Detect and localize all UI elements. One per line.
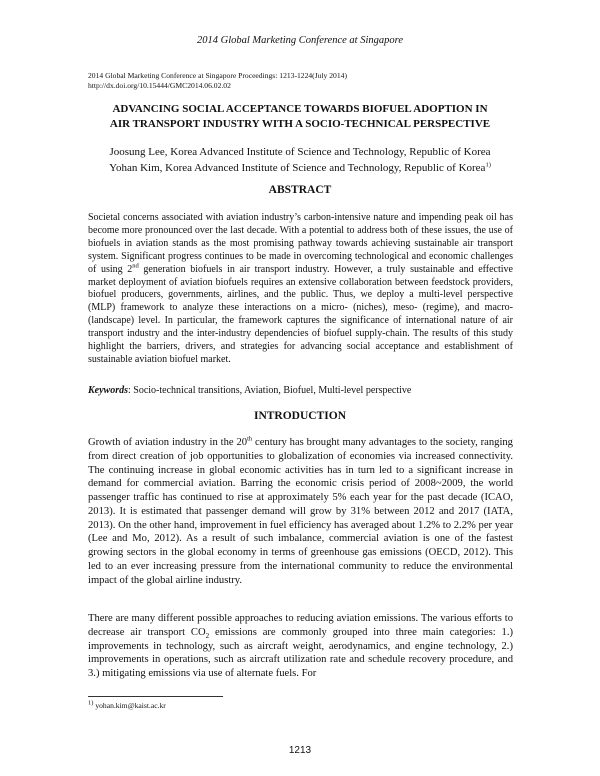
abstract-heading: ABSTRACT bbox=[268, 184, 332, 196]
keywords-text: : Socio-technical transitions, Aviation, Biofuel, Multi-level perspective bbox=[128, 385, 412, 396]
abstract-text-part-2: generation biofuels in air transport industry. However, a truly sustainable and effective market deployment of aviation biofuels requires an extensive collaboration between feedstock providers, biofuel producers, governments, airlines, and the public. Thus, we deploy a multi-level perspective (MLP) framework to analyze these interactions on a micro- (niches), meso- (regime), and macro- (landscape) level. In particular, the framework captures the significance of international nature of air transport industry and the inter-industry dependencies of biofuel supply-chain. The results of this study highlight the barriers, drivers, and strategies for advancing social acceptance and establishment of sustainable aviation biofuel market. bbox=[88, 263, 513, 365]
abstract-text bbox=[88, 212, 513, 367]
author-footnote-mark: 1) bbox=[485, 160, 491, 168]
proceedings-citation: 2014 Global Marketing Conference at Singapore Proceedings: 1213-1224(July 2014) bbox=[88, 71, 347, 80]
page-number: 1213 bbox=[288, 745, 312, 756]
author-2 bbox=[80, 161, 520, 177]
title-line-2: AIR TRANSPORT INDUSTRY WITH A SOCIO-TECHNICAL PERSPECTIVE bbox=[109, 118, 491, 130]
intro-paragraph-2 bbox=[88, 612, 513, 681]
co2-subscript: 2 bbox=[205, 631, 210, 640]
abstract-superscript: nd bbox=[132, 262, 139, 270]
keywords bbox=[88, 385, 513, 398]
footnote-divider bbox=[88, 696, 223, 697]
intro-p1-superscript: th bbox=[247, 435, 253, 443]
running-head: 2014 Global Marketing Conference at Singapore bbox=[197, 35, 403, 46]
author-2-text: Yohan Kim, Korea Advanced Institute of Science and Technology, Republic of Korea bbox=[109, 161, 486, 174]
paper-title bbox=[80, 102, 520, 132]
author-list bbox=[80, 145, 520, 176]
abstract-text-part-1: Societal concerns associated with aviation industry’s carbon-intensive nature and impending peak oil has become more pronounced over the last decade. With a potential to address both of these issues, the use of biofuels in aviation stands as the most promising pathway towards achieving sustainable air transport system. Significant progress continues to be made in overcoming technological and economic challenges of using 2 bbox=[88, 212, 513, 275]
footnote-mark: 1) bbox=[88, 699, 94, 707]
intro-p2-part-2: emissions are commonly grouped into three main categories: 1.) improvements in technology, such as aircraft weight, aerodynamics, and engine technology, 2.) improvements in operations, such as aircraft utilization rate and schedule recovery procedure, and 3.) mitigating emissions via use of alternate fuels. For bbox=[88, 626, 514, 679]
keywords-label: Keywords bbox=[88, 385, 128, 396]
footnote-email[interactable]: yohan.kim@kaist.ac.kr bbox=[93, 701, 166, 710]
footnote bbox=[88, 701, 166, 710]
proceedings-info bbox=[88, 71, 347, 91]
introduction-heading: INTRODUCTION bbox=[253, 410, 346, 422]
intro-p1-part-1: Growth of aviation industry in the 20 bbox=[88, 437, 248, 448]
author-1: Joosung Lee, Korea Advanced Institute of Science and Technology, Republic of Korea bbox=[109, 146, 491, 158]
intro-p2-part-1: There are many different possible approaches to reducing aviation emissions. The various efforts to decrease air transport CO bbox=[88, 613, 513, 638]
intro-paragraph-1 bbox=[88, 436, 513, 587]
title-line-1: ADVANCING SOCIAL ACCEPTANCE TOWARDS BIOFUEL ADOPTION IN bbox=[112, 103, 488, 115]
intro-p1-part-2: century has brought many advantages to the society, ranging from direct creation of job opportunities to globalization of economies via increased connectivity. The continuing increase in global economic activities has in turn led to a significant increase in demand for commercial aviation. Barring the economic crisis period of 2008~2009, the world passenger traffic has continued to rise at approximately 5% each year for the past decade (ICAO, 2013). It is estimated that passenger demand will grow by 31% between 2012 and 2017 (IATA, 2013). On the other hand, improvement in fuel efficiency has averaged about 1.2% to 2.2% per year (Lee and Mo, 2012). As a result of such imbalance, commercial aviation is one of the fastest growing sectors in the global economy in terms of greenhouse gas emissions (OECD, 2012). This led to an ever increasing pressure from the international community to reduce the environmental impact of the global airline industry. bbox=[88, 437, 513, 586]
doi-link[interactable]: http://dx.doi.org/10.15444/GMC2014.06.02.02 bbox=[88, 81, 231, 90]
